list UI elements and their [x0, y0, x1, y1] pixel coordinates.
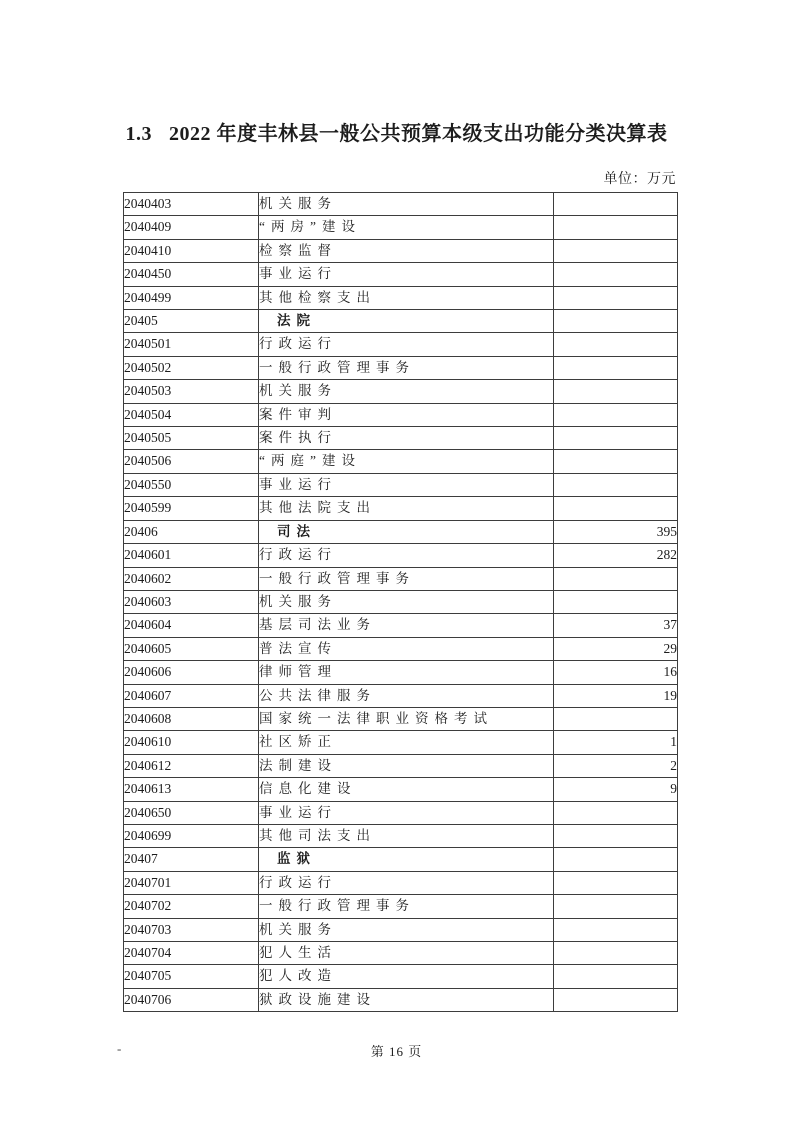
row-name: 国家统一法律职业资格考试	[259, 707, 554, 730]
row-name: 一般行政管理事务	[259, 895, 554, 918]
row-value	[554, 356, 678, 379]
row-code: 2040503	[124, 380, 259, 403]
table-row	[124, 778, 678, 801]
row-name: 行政运行	[259, 333, 554, 356]
row-value: 395	[554, 520, 678, 543]
row-code: 2040606	[124, 661, 259, 684]
row-name: 一般行政管理事务	[259, 356, 554, 379]
row-code: 20407	[124, 848, 259, 871]
row-value	[554, 427, 678, 450]
table-row	[124, 661, 678, 684]
row-value	[554, 801, 678, 824]
row-name: 行政运行	[259, 544, 554, 567]
row-code: 2040501	[124, 333, 259, 356]
table-row	[124, 567, 678, 590]
row-value	[554, 473, 678, 496]
table-row	[124, 942, 678, 965]
table-row	[124, 965, 678, 988]
table-row	[124, 403, 678, 426]
row-value	[554, 193, 678, 216]
row-name: 司法	[259, 520, 554, 543]
table-row	[124, 988, 678, 1011]
row-code: 2040601	[124, 544, 259, 567]
table-row	[124, 918, 678, 941]
row-code: 2040506	[124, 450, 259, 473]
row-code: 2040607	[124, 684, 259, 707]
row-code: 2040403	[124, 193, 259, 216]
row-code: 2040650	[124, 801, 259, 824]
table-row	[124, 801, 678, 824]
table-row	[124, 450, 678, 473]
row-name: 机关服务	[259, 193, 554, 216]
row-name: 其他司法支出	[259, 824, 554, 847]
budget-table-body	[124, 193, 678, 1012]
table-row	[124, 193, 678, 216]
row-value: 19	[554, 684, 678, 707]
row-value	[554, 871, 678, 894]
row-value: 1	[554, 731, 678, 754]
row-value	[554, 942, 678, 965]
row-code: 2040705	[124, 965, 259, 988]
page-title	[0, 117, 793, 146]
table-row	[124, 637, 678, 660]
row-code: 2040504	[124, 403, 259, 426]
row-code: 2040550	[124, 473, 259, 496]
table-row	[124, 544, 678, 567]
row-value	[554, 333, 678, 356]
row-value: 29	[554, 637, 678, 660]
table-row	[124, 824, 678, 847]
table-row	[124, 473, 678, 496]
row-value	[554, 450, 678, 473]
row-code: 2040613	[124, 778, 259, 801]
row-code: 2040701	[124, 871, 259, 894]
row-code: 2040602	[124, 567, 259, 590]
row-code: 2040499	[124, 286, 259, 309]
row-value: 282	[554, 544, 678, 567]
row-code: 2040612	[124, 754, 259, 777]
title-text: 2022 年度丰林县一般公共预算本级支出功能分类决算表	[169, 123, 668, 146]
row-value	[554, 286, 678, 309]
row-name: “两房”建设	[259, 216, 554, 239]
row-code: 2040702	[124, 895, 259, 918]
row-value	[554, 567, 678, 590]
row-name: 事业运行	[259, 801, 554, 824]
row-code: 2040505	[124, 427, 259, 450]
row-code: 2040610	[124, 731, 259, 754]
table-row	[124, 216, 678, 239]
row-code: 2040703	[124, 918, 259, 941]
row-value	[554, 707, 678, 730]
row-value	[554, 263, 678, 286]
row-code: 2040409	[124, 216, 259, 239]
table-row	[124, 333, 678, 356]
row-code: 2040599	[124, 497, 259, 520]
row-name: 社区矫正	[259, 731, 554, 754]
row-code: 2040605	[124, 637, 259, 660]
row-name: 一般行政管理事务	[259, 567, 554, 590]
page-number: 第 16 页	[370, 1044, 423, 1059]
table-row	[124, 239, 678, 262]
table-row	[124, 310, 678, 333]
unit-label: 单位：万元	[603, 172, 676, 187]
table-row	[124, 263, 678, 286]
table-row	[124, 427, 678, 450]
row-value	[554, 988, 678, 1011]
row-code: 2040450	[124, 263, 259, 286]
row-name: 犯人改造	[259, 965, 554, 988]
table-row	[124, 286, 678, 309]
row-value	[554, 239, 678, 262]
title-section-number: 1.3	[125, 123, 152, 146]
row-value	[554, 590, 678, 613]
row-name: 公共法律服务	[259, 684, 554, 707]
row-name: 普法宣传	[259, 637, 554, 660]
table-row	[124, 520, 678, 543]
row-name: 律师管理	[259, 661, 554, 684]
table-row	[124, 731, 678, 754]
row-value	[554, 895, 678, 918]
row-value	[554, 918, 678, 941]
row-name: 事业运行	[259, 263, 554, 286]
table-row	[124, 380, 678, 403]
row-name: 信息化建设	[259, 778, 554, 801]
row-name: 行政运行	[259, 871, 554, 894]
row-name: 检察监督	[259, 239, 554, 262]
row-value: 2	[554, 754, 678, 777]
table-row	[124, 614, 678, 637]
table-row	[124, 895, 678, 918]
row-code: 2040608	[124, 707, 259, 730]
row-name: 机关服务	[259, 380, 554, 403]
row-value	[554, 497, 678, 520]
table-row	[124, 590, 678, 613]
row-name: 法院	[259, 310, 554, 333]
row-code: 2040604	[124, 614, 259, 637]
row-code: 2040706	[124, 988, 259, 1011]
row-code: 20405	[124, 310, 259, 333]
budget-table	[123, 192, 678, 1012]
row-name: 机关服务	[259, 918, 554, 941]
row-name: 基层司法业务	[259, 614, 554, 637]
row-code: 20406	[124, 520, 259, 543]
table-row	[124, 848, 678, 871]
row-code: 2040410	[124, 239, 259, 262]
row-name: 其他法院支出	[259, 497, 554, 520]
row-name: 法制建设	[259, 754, 554, 777]
row-code: 2040603	[124, 590, 259, 613]
row-code: 2040704	[124, 942, 259, 965]
row-value: 9	[554, 778, 678, 801]
table-row	[124, 707, 678, 730]
table-row	[124, 356, 678, 379]
row-name: 事业运行	[259, 473, 554, 496]
row-name: 监狱	[259, 848, 554, 871]
table-row	[124, 497, 678, 520]
row-value	[554, 848, 678, 871]
table-row	[124, 871, 678, 894]
row-name: 犯人生活	[259, 942, 554, 965]
row-value	[554, 824, 678, 847]
row-name: 机关服务	[259, 590, 554, 613]
row-value: 16	[554, 661, 678, 684]
row-value	[554, 310, 678, 333]
row-value: 37	[554, 614, 678, 637]
row-name: “两庭”建设	[259, 450, 554, 473]
row-value	[554, 380, 678, 403]
row-value	[554, 965, 678, 988]
row-name: 案件执行	[259, 427, 554, 450]
row-code: 2040502	[124, 356, 259, 379]
table-row	[124, 754, 678, 777]
row-value	[554, 216, 678, 239]
row-name: 其他检察支出	[259, 286, 554, 309]
table-row	[124, 684, 678, 707]
row-name: 狱政设施建设	[259, 988, 554, 1011]
row-code: 2040699	[124, 824, 259, 847]
row-value	[554, 403, 678, 426]
footer-dash: -	[117, 1041, 122, 1056]
row-name: 案件审判	[259, 403, 554, 426]
